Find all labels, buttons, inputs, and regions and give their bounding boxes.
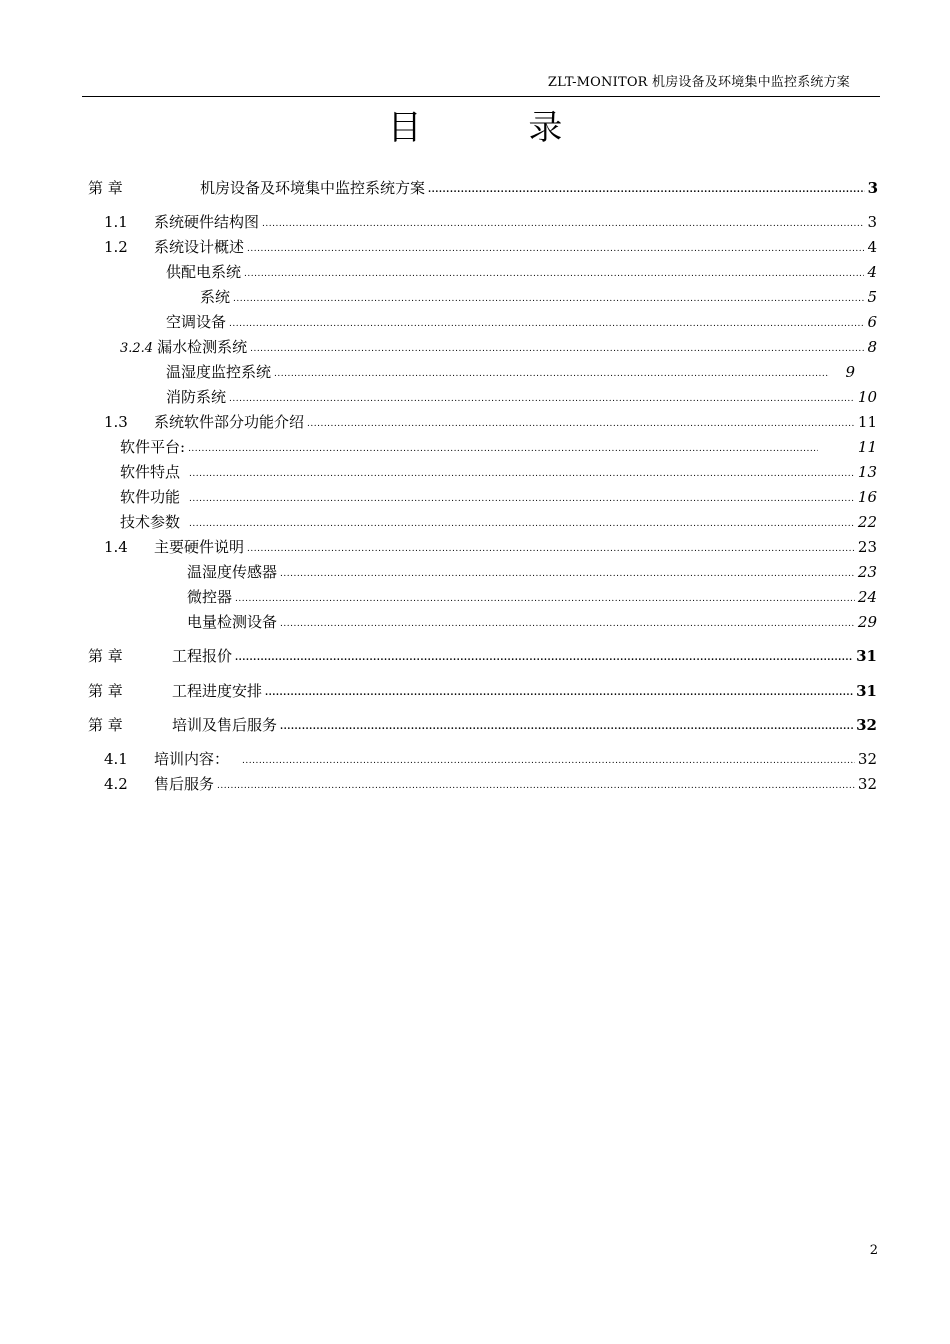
toc-entry-page: 32 [857, 750, 877, 768]
toc-leader-dots [307, 419, 855, 429]
toc-entry-label: 微控器 [187, 588, 233, 606]
toc-entry-page: 16 [857, 488, 877, 506]
toc-leader-dots [250, 344, 864, 354]
toc-entry-page: 11 [857, 438, 877, 456]
toc-entry-4-2[interactable] [104, 773, 877, 795]
toc-leader-dots [247, 544, 855, 554]
toc-leader-dots [189, 519, 855, 529]
toc-entry-4-1[interactable] [104, 748, 877, 770]
toc-entry-1-4[interactable] [104, 536, 877, 558]
toc-leader-dots [189, 469, 855, 479]
toc-leader-dots [217, 781, 855, 791]
toc-leader-dots [280, 619, 855, 629]
toc-entry-label: 系统 [200, 288, 231, 306]
toc-leader-dots [244, 269, 864, 279]
toc-entry-page: 10 [857, 388, 877, 406]
toc-entry-label: 培训及售后服务 [172, 716, 278, 734]
toc-leader-dots [233, 294, 864, 304]
toc-entry-air-conditioning[interactable] [166, 311, 877, 333]
toc-leader-dots [189, 494, 855, 504]
toc-entry-label: 主要硬件说明 [154, 538, 245, 556]
toc-entry-label: 软件平台: [120, 438, 186, 456]
toc-leader-dots [235, 594, 855, 604]
toc-entry-label: 漏水检测系统 [157, 338, 248, 356]
toc-entry-page: 3 [867, 179, 878, 197]
toc-entry-page: 5 [867, 288, 877, 306]
toc-entry-number: 4.2 [104, 775, 128, 793]
toc-entry-page: 24 [857, 588, 877, 606]
toc-entry-label: 温湿度传感器 [187, 563, 278, 581]
toc-entry-number: 1.1 [104, 213, 128, 231]
toc-entry-label: 电量检测设备 [187, 613, 278, 631]
toc-leader-dots [247, 244, 864, 254]
toc-entry-page: 23 [857, 538, 877, 556]
toc-leader-dots [235, 653, 853, 663]
toc-entry-label: 系统设计概述 [154, 238, 245, 256]
toc-entry-number: 第 章 [88, 682, 123, 700]
toc-entry-label: 技术参数 [120, 513, 181, 531]
toc-leader-dots [242, 756, 855, 766]
toc-entry-page: 9 [845, 363, 855, 381]
toc-entry-1-3[interactable] [104, 411, 877, 433]
toc-entry-number: 3.2.4 [120, 341, 154, 356]
toc-entry-number: 第 章 [88, 179, 123, 197]
toc-entry-label: 工程报价 [172, 647, 233, 665]
page-number: 2 [869, 1243, 878, 1258]
toc-entry-number: 1.3 [104, 413, 128, 431]
toc-entry-label: 系统硬件结构图 [154, 213, 260, 231]
toc-entry-label: 培训内容： [154, 750, 230, 768]
toc-title: 目 录 [387, 108, 611, 148]
toc-entry-number: 4.1 [104, 750, 128, 768]
toc-leader-dots [280, 569, 855, 579]
toc-entry-page: 13 [857, 463, 877, 481]
toc-entry-label: 消防系统 [166, 388, 227, 406]
toc-entry-page: 3 [867, 213, 877, 231]
toc-entry-1-2[interactable] [104, 236, 877, 258]
toc-entry-software-functions[interactable] [120, 486, 877, 508]
toc-entry-page: 4 [867, 238, 877, 256]
toc-entry-label: 温湿度监控系统 [166, 363, 272, 381]
toc-entry-number: 第 章 [88, 716, 123, 734]
toc-leader-dots [265, 688, 853, 698]
toc-entry-page: 31 [856, 647, 877, 665]
toc-entry-page: 32 [856, 716, 877, 734]
toc-leader-dots [428, 185, 865, 195]
toc-entry-label: 供配电系统 [166, 263, 242, 281]
toc-entry-software-features[interactable] [120, 461, 877, 483]
toc-leader-dots [188, 444, 818, 454]
toc-entry-temp-humidity-monitoring[interactable] [166, 361, 855, 383]
toc-entry-page: 22 [857, 513, 877, 531]
toc-entry-label: 空调设备 [166, 313, 227, 331]
toc-entry-chapter-2[interactable] [88, 645, 877, 667]
toc-leader-dots [262, 219, 864, 229]
toc-entry-number: 第 章 [88, 647, 123, 665]
toc-entry-page: 11 [857, 413, 877, 431]
toc-entry-chapter-4[interactable] [88, 714, 877, 736]
toc-entry-label: 工程进度安排 [172, 682, 263, 700]
toc-entry-label: 售后服务 [154, 775, 215, 793]
toc-entry-power-distribution[interactable] [166, 261, 877, 283]
toc-entry-label: 软件功能 [120, 488, 181, 506]
toc-entry-fire-protection[interactable] [166, 386, 877, 408]
toc-leader-dots [280, 722, 853, 732]
toc-entry-page: 32 [857, 775, 877, 793]
toc-entry-label: 软件特点 [120, 463, 181, 481]
toc-entry-number: 1.4 [104, 538, 128, 556]
toc-leader-dots [229, 319, 864, 329]
toc-entry-chapter-1[interactable] [88, 177, 878, 199]
header-text: ZLT-MONITOR 机房设备及环境集中监控系统方案 [547, 75, 850, 90]
toc-entry-1-1[interactable] [104, 211, 877, 233]
toc-entry-chapter-3[interactable] [88, 680, 877, 702]
toc-entry-system[interactable] [200, 286, 877, 308]
toc-entry-page: 29 [857, 613, 877, 631]
toc-entry-software-platform[interactable] [120, 436, 877, 458]
toc-entry-technical-parameters[interactable] [120, 511, 877, 533]
toc-entry-power-metering[interactable] [187, 611, 877, 633]
toc-entry-page: 4 [867, 263, 877, 281]
toc-entry-page: 6 [867, 313, 877, 331]
page-header [82, 66, 880, 97]
toc-entry-leak-detection[interactable] [120, 336, 877, 358]
toc-entry-microcontroller[interactable] [187, 586, 877, 608]
toc-leader-dots [274, 369, 828, 379]
toc-entry-page: 8 [867, 338, 877, 356]
toc-entry-label: 机房设备及环境集中监控系统方案 [200, 179, 426, 197]
toc-entry-temp-humidity-sensor[interactable] [187, 561, 877, 583]
toc-entry-label: 系统软件部分功能介绍 [154, 413, 305, 431]
toc-leader-dots [229, 394, 855, 404]
toc-entry-page: 23 [857, 563, 877, 581]
toc-entry-number: 1.2 [104, 238, 128, 256]
toc-entry-page: 31 [856, 682, 877, 700]
